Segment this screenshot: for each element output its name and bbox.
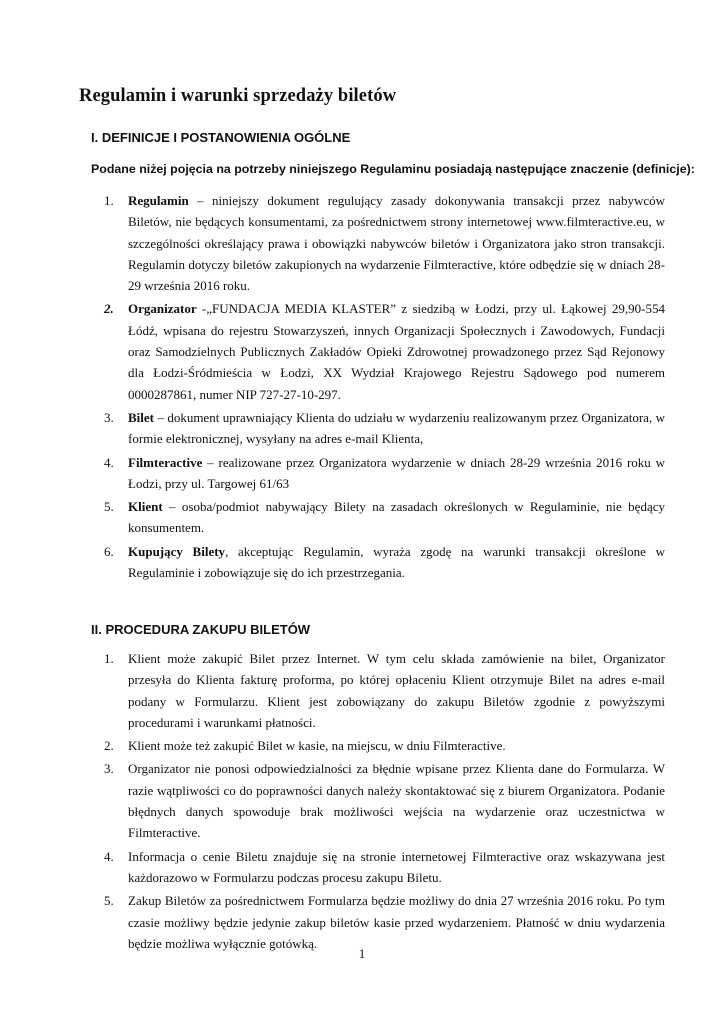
list-item-number: 5. (104, 499, 114, 515)
definition-text: – realizowane przez Organizatora wydarzenie w dniach 28-29 września 2016 roku w Łodzi, przy ul. Targowej 61/63 (128, 454, 665, 491)
list-item-text: Klient może też zakupić Bilet w kasie, na miejscu, w dniu Filmteractive. (128, 738, 506, 754)
list-item (91, 735, 665, 756)
list-item (91, 407, 665, 450)
section-2-heading: II. PROCEDURA ZAKUPU BILETÓW (91, 622, 311, 637)
list-item-text: Klient może zakupić Bilet przez Internet. W tym celu składa zamówienie na bilet, Organizator przesyła do Klienta fakturę proforma, po której opłaceniu Klient otrzymuje Bilet na adres e-mail podany w Formularzu. Klient jest zobowiązany do zakupu Biletów zgodnie z powyższymi procedurami i warunkami płatności. (128, 651, 665, 730)
definitions-list (91, 190, 665, 585)
definition-term: Klient (128, 499, 163, 515)
list-item (91, 890, 665, 954)
procedure-list (91, 648, 665, 956)
list-item-text: Zakup Biletów za pośrednictwem Formularza będzie możliwy do dnia 27 września 2016 roku. Po tym czasie możliwy będzie jedynie zakup biletów kasie przed wydarzeniem. Płatność w dniu wydarzenia będzie możliwa wyłącznie gotówką. (128, 893, 665, 951)
list-item-number: 2. (104, 738, 114, 754)
definition-term: Regulamin (128, 193, 189, 208)
list-item-number: 3. (104, 761, 114, 777)
list-item-number: 1. (104, 651, 114, 666)
list-item (91, 452, 665, 495)
list-item-number: 2. (104, 301, 114, 317)
definition-text: – dokument uprawniający Klienta do udziału w wydarzeniu realizowanym przez Organizatora, w formie elektronicznej, wysyłany na adres e-mail Klienta, (128, 409, 665, 447)
list-item-text: Organizator nie ponosi odpowiedzialności za błędnie wpisane przez Klienta dane do Formularza. W razie wątpliwości co do poprawności danych należy skontaktować się z biurem Organizatora. Podanie błędnych danych spowoduje brak możliwości wejścia na wydarzenie oraz uczestnictwa w Filmteractive. (128, 761, 665, 841)
definition-term: Kupujący Bilety (128, 543, 226, 559)
list-item (91, 496, 665, 539)
list-item (91, 541, 665, 584)
list-item-text: Informacja o cenie Biletu znajduje się na stronie internetowej Filmteractive oraz wskazywana jest każdorazowo w Formularzu podczas procesu zakupu Biletu. (128, 848, 665, 885)
page-number: 1 (358, 946, 366, 961)
definition-term: Bilet (128, 409, 154, 425)
list-item (91, 846, 665, 889)
list-item-number: 4. (104, 454, 114, 470)
list-item-number: 5. (104, 893, 114, 909)
list-item (91, 298, 665, 404)
document-title: Regulamin i warunki sprzedaży biletów (79, 86, 397, 106)
list-item (91, 758, 665, 843)
list-item-number: 4. (104, 848, 114, 864)
list-item-number: 3. (104, 409, 114, 425)
list-item-number: 6. (104, 543, 114, 559)
definition-text: -„FUNDACJA MEDIA KLASTER” z siedzibą w Łodzi, przy ul. Łąkowej 29,90-554 Łódź, wpisana do rejestru Stowarzyszeń, innych Organizacji Społecznych i Zawodowych, Fundacji oraz Samodzielnych Publicznych Zakładów Opieki Zdrowotnej prowadzonego przez Sąd Rejonowy dla Łodzi-Śródmieścia w Łodzi, XX Wydział Krajowego Rejestru Sądowego pod numerem 0000287861, numer NIP 727-27-10-297. (128, 301, 665, 402)
definition-text: – niniejszy dokument regulujący zasady dokonywania transakcji przez nabywców Biletów, nie będących konsumentami, za pośrednictwem strony internetowej www.filmteractive.eu, w szczególności określający prawa i obowiązki nabywców biletów i Organizatora jako stron transakcji. Regulamin dotyczy biletów zakupionych na wydarzenie Filmteractive, które odbędzie się w dniach 28-29 września 2016 roku. (128, 193, 665, 294)
list-item-number: 1. (104, 193, 114, 208)
list-item (91, 190, 665, 296)
list-item (91, 648, 665, 733)
definition-text: , akceptując Regulamin, wyraża zgodę na warunki transakcji określone w Regulaminie i zobowiązuje się do ich przestrzegania. (128, 543, 665, 581)
definition-text: – osoba/podmiot nabywający Bilety na zasadach określonych w Regulaminie, nie będący konsumentem. (128, 499, 665, 536)
section-1-heading: I. DEFINICJE I POSTANOWIENIA OGÓLNE (91, 130, 351, 145)
definition-term: Organizator (128, 301, 197, 317)
section-1-intro: Podane niżej pojęcia na potrzeby niniejszego Regulaminu posiadają następujące znaczenie (definicje): (91, 162, 695, 176)
definition-term: Filmteractive (128, 454, 203, 470)
